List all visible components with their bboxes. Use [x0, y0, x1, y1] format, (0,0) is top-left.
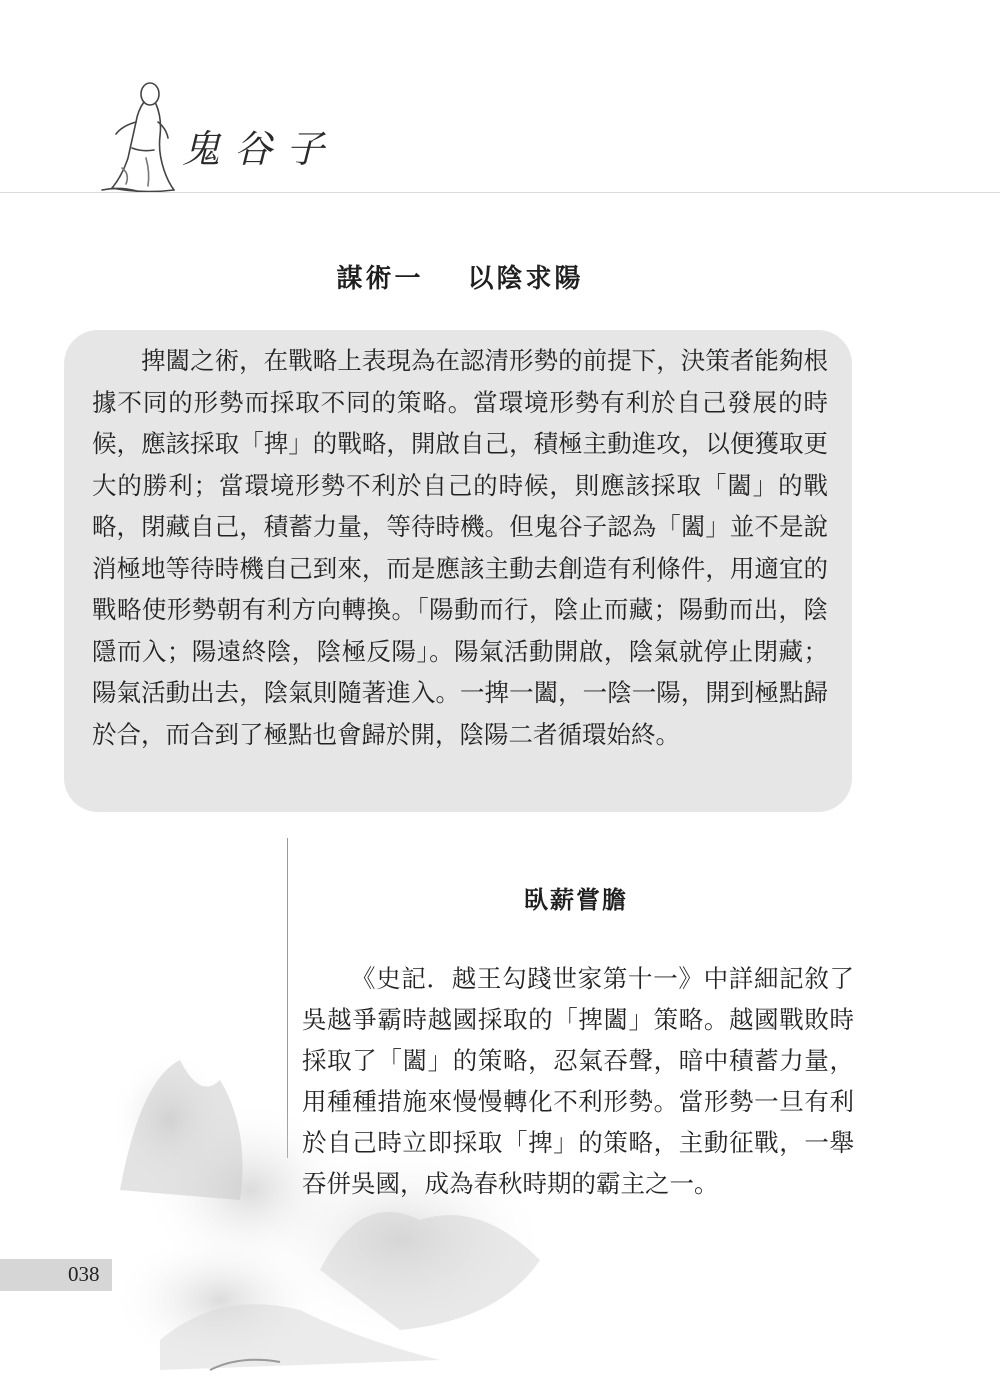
section-heading	[0, 258, 920, 295]
intro-paragraph: 捭闔之術，在戰略上表現為在認清形勢的前提下，決策者能夠根據不同的形勢而採取不同的策略。當環境形勢有利於自己發展的時候，應該採取「捭」的戰略，開啟自己，積極主動進攻，以便獲取更大的勝利；當環境形勢不利於自己的時候，則應該採取「闔」的戰略，閉藏自己，積蓄力量，等待時機。但鬼谷子認為「闔」並不是說消極地等待時機自己到來，而是應該主動去創造有利條件，用適宜的戰略使形勢朝有利方向轉換。「陽動而行，陰止而藏；陽動而出，陰隱而入；陽遠終陰，陰極反陽」。陽氣活動開啟，陰氣就停止閉藏；陽氣活動出去，陰氣則隨著進入。一捭一闔，一陰一陽，開到極點歸於合，而合到了極點也會歸於開，陰陽二者循環始終。	[92, 346, 828, 749]
section-label: 謀術一	[336, 264, 424, 294]
page-header	[0, 0, 1000, 196]
sage-figure-icon	[92, 78, 182, 196]
story-body	[302, 958, 854, 1204]
book-title: 鬼谷子	[182, 127, 339, 171]
story-title: 臥薪嘗膽	[524, 886, 628, 914]
header-divider	[0, 192, 1000, 193]
section-title: 以陰求陽	[467, 264, 584, 294]
story-paragraph: 《史記．越王勾踐世家第十一》中詳細記敘了吳越爭霸時越國採取的「捭闔」策略。越國戰敗時採取了「闔」的策略，忍氣吞聲，暗中積蓄力量，用種種措施來慢慢轉化不利形勢。當形勢一旦有利於自己時立即採取「捭」的策略，主動征戰，一舉吞併吳國，成為春秋時期的霸主之一。	[302, 964, 854, 1198]
page-number: 038	[68, 1262, 100, 1286]
